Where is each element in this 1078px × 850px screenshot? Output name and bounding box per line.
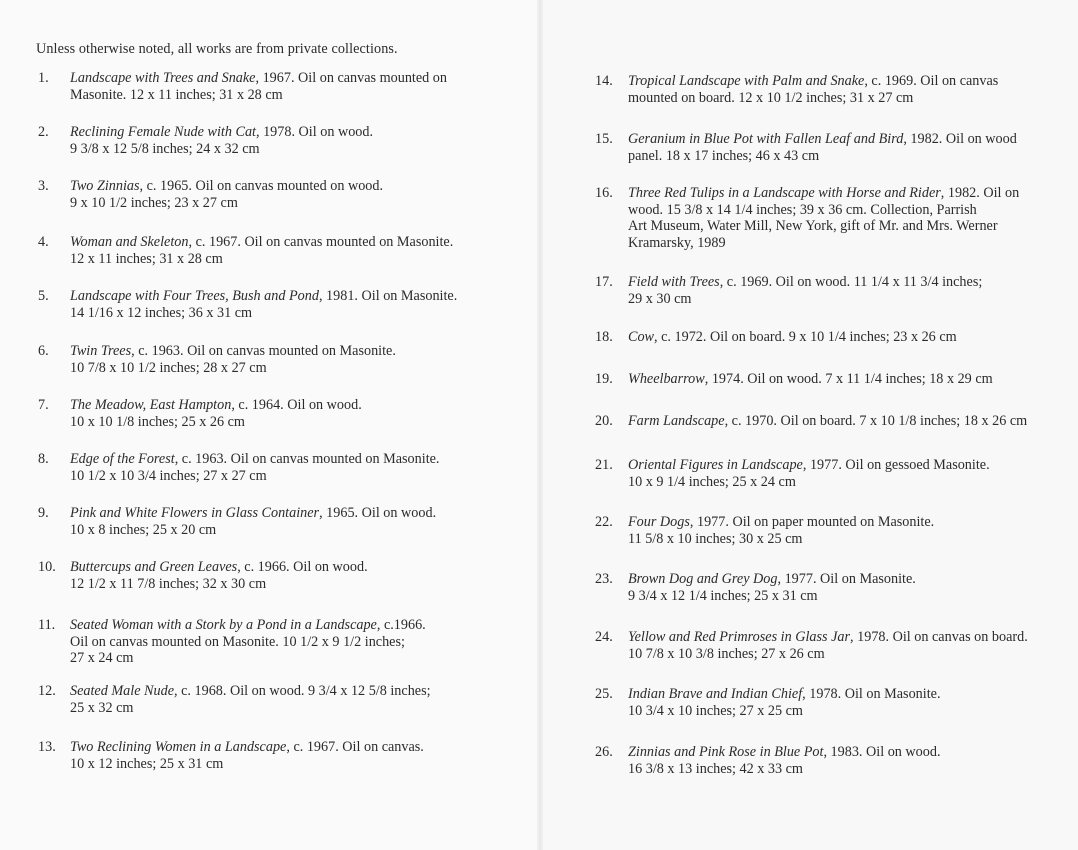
artwork-details-continued: Art Museum, Water Mill, New York, gift of Mr. and Mrs. Werner (628, 218, 998, 234)
artwork-details: , c. 1966. Oil on wood. (237, 559, 368, 575)
catalog-entry (38, 739, 538, 809)
artwork-details-continued: 9 3/8 x 12 5/8 inches; 24 x 32 cm (70, 140, 260, 157)
entry-number: 7. (38, 397, 49, 413)
entry-number: 23. (595, 571, 613, 587)
entry-number: 16. (595, 185, 613, 201)
entry-number: 25. (595, 686, 613, 702)
entry-number: 6. (38, 343, 49, 359)
artwork-details: , 1977. Oil on Masonite. (777, 571, 916, 587)
artwork-details-continued: 14 1/16 x 12 inches; 36 x 31 cm (70, 304, 253, 321)
entry-number: 15. (595, 131, 613, 147)
artwork-details: , c. 1967. Oil on canvas mounted on Masonite. (188, 234, 454, 250)
entry-number: 8. (38, 451, 49, 467)
artwork-details-continued: 9 x 10 1/2 inches; 23 x 27 cm (70, 194, 238, 211)
artwork-title: Landscape with Trees and Snake (70, 70, 256, 86)
artwork-title: Geranium in Blue Pot with Fallen Leaf and Bird (628, 131, 904, 147)
artwork-title: Woman and Skeleton (70, 234, 189, 250)
artwork-title: Oriental Figures in Landscape (628, 457, 803, 473)
entry-number: 5. (38, 288, 49, 304)
artwork-details: , c. 1970. Oil on board. 7 x 10 1/8 inches; 18 x 26 cm (724, 413, 1028, 429)
artwork-details-continued: mounted on board. 12 x 10 1/2 inches; 31 x 27 cm (628, 89, 914, 106)
entry-number: 26. (595, 744, 613, 760)
artwork-details: , 1978. Oil on canvas on board. (850, 629, 1028, 645)
artwork-details-continued: 9 3/4 x 12 1/4 inches; 25 x 31 cm (628, 587, 818, 604)
artwork-details-continued: wood. 15 3/8 x 14 1/4 inches; 39 x 36 cm. Collection, Parrish (628, 201, 977, 218)
artwork-title: Zinnias and Pink Rose in Blue Pot (628, 744, 824, 760)
artwork-details: , c. 1968. Oil on wood. 9 3/4 x 12 5/8 inches; (174, 683, 431, 699)
artwork-title: Four Dogs (628, 514, 690, 530)
artwork-details-continued: 12 x 11 inches; 31 x 28 cm (70, 250, 223, 267)
artwork-details: , c. 1964. Oil on wood. (231, 397, 362, 413)
artwork-details: , 1965. Oil on wood. (319, 505, 437, 521)
artwork-details-continued: Oil on canvas mounted on Masonite. 10 1/2 x 9 1/2 inches; (70, 633, 405, 650)
entry-number: 4. (38, 234, 49, 250)
book-gutter (537, 0, 543, 850)
artwork-title: Two Zinnias (70, 178, 140, 194)
artwork-title: Field with Trees (628, 274, 720, 290)
entry-number: 24. (595, 629, 613, 645)
artwork-details: , 1981. Oil on Masonite. (318, 288, 458, 304)
artwork-title: The Meadow, East Hampton (70, 397, 232, 413)
artwork-details-continued: 10 x 8 inches; 25 x 20 cm (70, 521, 217, 538)
artwork-details: , 1974. Oil on wood. 7 x 11 1/4 inches; 18 x 29 cm (704, 371, 993, 387)
catalog-entry (595, 185, 1078, 255)
artwork-details-continued: 10 3/4 x 10 inches; 27 x 25 cm (628, 702, 803, 719)
entry-number: 19. (595, 371, 613, 387)
artwork-details-continued: 27 x 24 cm (70, 650, 134, 666)
artwork-title: Indian Brave and Indian Chief (628, 686, 803, 702)
artwork-details: , c. 1969. Oil on wood. 11 1/4 x 11 3/4 inches; (719, 274, 983, 290)
artwork-details-continued: 10 x 12 inches; 25 x 31 cm (70, 755, 224, 772)
intro-note: Unless otherwise noted, all works are from private collections. (36, 41, 398, 57)
artwork-details-continued: 29 x 30 cm (628, 290, 692, 307)
artwork-details: , 1982. Oil on (940, 185, 1020, 201)
artwork-title: Brown Dog and Grey Dog (628, 571, 778, 587)
artwork-title: Wheelbarrow (628, 371, 705, 387)
artwork-details-continued: 10 x 10 1/8 inches; 25 x 26 cm (70, 413, 245, 430)
artwork-details-continued: panel. 18 x 17 inches; 46 x 43 cm (628, 147, 820, 164)
artwork-title: Two Reclining Women in a Landscape (70, 739, 287, 755)
artwork-details: , c. 1969. Oil on canvas (864, 73, 999, 89)
entry-number: 11. (38, 617, 56, 633)
entry-number: 9. (38, 505, 49, 521)
entry-number: 13. (38, 739, 56, 755)
artwork-details: , 1978. Oil on Masonite. (802, 686, 941, 702)
artwork-title: Farm Landscape (628, 413, 725, 429)
artwork-title: Twin Trees (70, 343, 132, 359)
artwork-details-continued: 16 3/8 x 13 inches; 42 x 33 cm (628, 760, 803, 777)
right-page (540, 0, 1078, 850)
artwork-details: , c. 1972. Oil on board. 9 x 10 1/4 inches; 23 x 26 cm (654, 329, 957, 345)
entry-number: 1. (38, 70, 49, 86)
catalog-entry (38, 617, 538, 687)
entry-number: 3. (38, 178, 49, 194)
entry-number: 2. (38, 124, 49, 140)
artwork-title: Edge of the Forest (70, 451, 175, 467)
entry-number: 20. (595, 413, 613, 429)
artwork-title: Yellow and Red Primroses in Glass Jar (628, 629, 851, 645)
artwork-title: Three Red Tulips in a Landscape with Horse and Rider (628, 185, 941, 201)
artwork-details-continued: Masonite. 12 x 11 inches; 31 x 28 cm (70, 86, 283, 103)
artwork-details: , c. 1967. Oil on canvas. (286, 739, 424, 755)
artwork-details-continued: 10 7/8 x 10 1/2 inches; 28 x 27 cm (70, 359, 267, 376)
artwork-details: , 1982. Oil on wood (903, 131, 1017, 147)
artwork-details-continued: 10 1/2 x 10 3/4 inches; 27 x 27 cm (70, 467, 267, 484)
artwork-details-continued: 10 x 9 1/4 inches; 25 x 24 cm (628, 473, 796, 490)
artwork-details: , 1977. Oil on gessoed Masonite. (802, 457, 990, 473)
entry-number: 17. (595, 274, 613, 290)
artwork-title: Pink and White Flowers in Glass Container (70, 505, 320, 521)
artwork-details: , c.1966. (376, 617, 426, 633)
artwork-title: Landscape with Four Trees, Bush and Pond (70, 288, 319, 304)
artwork-details-continued: 25 x 32 cm (70, 699, 134, 716)
artwork-details: , c. 1963. Oil on canvas mounted on Masonite. (174, 451, 440, 467)
artwork-details-continued: 10 7/8 x 10 3/8 inches; 27 x 26 cm (628, 645, 825, 662)
artwork-details: , c. 1965. Oil on canvas mounted on wood. (139, 178, 384, 194)
artwork-details-continued: 11 5/8 x 10 inches; 30 x 25 cm (628, 530, 803, 547)
artwork-title: Tropical Landscape with Palm and Snake (628, 73, 865, 89)
artwork-details: , c. 1963. Oil on canvas mounted on Masonite. (131, 343, 396, 359)
entry-number: 14. (595, 73, 613, 89)
artwork-title: Seated Male Nude (70, 683, 175, 699)
entry-number: 21. (595, 457, 613, 473)
artwork-title: Reclining Female Nude with Cat (70, 124, 256, 140)
artwork-details: , 1977. Oil on paper mounted on Masonite. (689, 514, 935, 530)
artwork-details-continued: 12 1/2 x 11 7/8 inches; 32 x 30 cm (70, 575, 267, 592)
entry-number: 22. (595, 514, 613, 530)
entry-number: 10. (38, 559, 56, 575)
artwork-title: Seated Woman with a Stork by a Pond in a Landscape (70, 617, 377, 633)
artwork-title: Cow (628, 329, 655, 345)
catalog-entry (595, 744, 1078, 814)
artwork-details: , 1978. Oil on wood. (255, 124, 374, 140)
artwork-details: , 1967. Oil on canvas mounted on (255, 70, 447, 86)
entry-number: 18. (595, 329, 613, 345)
artwork-title: Buttercups and Green Leaves (70, 559, 238, 575)
entry-number: 12. (38, 683, 56, 699)
artwork-details-continued: Kramarsky, 1989 (628, 234, 726, 251)
artwork-details: , 1983. Oil on wood. (823, 744, 941, 760)
